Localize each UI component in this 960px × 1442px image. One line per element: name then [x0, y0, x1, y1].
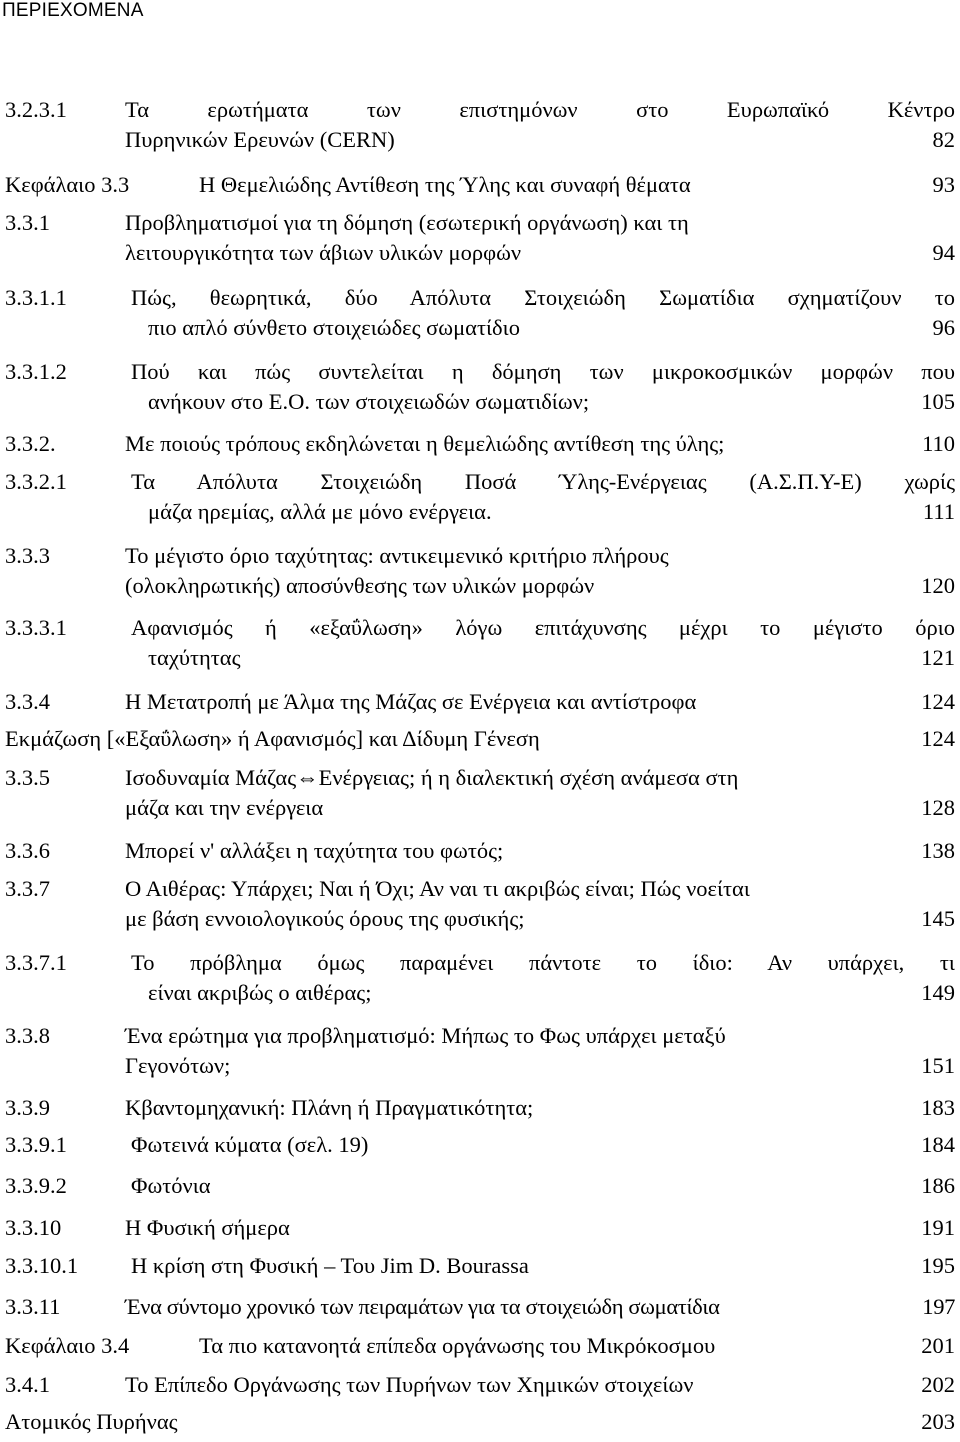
toc-entry-title-line: Πώς, θεωρητικά, δύο Απόλυτα Στοιχειώδη Σωματίδια σχηματίζουν το [131, 285, 955, 310]
toc-entry-title-line: Η Θεμελιώδης Αντίθεση της Ύλης και συναφή θέματα [199, 172, 691, 197]
toc-entry-title-line: Τα Απόλυτα Στοιχειώδη Ποσά Ύλης-Ενέργειας (Α.Σ.Π.Υ-Ε) χωρίς [131, 469, 955, 494]
toc-entry-title-line: Ένα ερώτημα για προβληματισμό: Μήπως το Φως υπάρχει μεταξύ [125, 1023, 726, 1048]
toc-entry-title-line: Ατομικός Πυρήνας [5, 1409, 178, 1434]
toc-entry-title-line: Τα πιο κατανοητά επίπεδα οργάνωσης του Μικρόκοσμου [199, 1333, 716, 1358]
toc-entry-number: 3.3.1.1 [5, 285, 67, 310]
toc-entry-number: 3.3.9.2 [5, 1173, 67, 1198]
toc-entry-title-line: λειτουργικότητα των άβιων υλικών μορφών [125, 240, 522, 265]
toc-entry-title-line: Με ποιούς τρόπους εκδηλώνεται η θεμελιώδης αντίθεση της ύλης; [125, 431, 725, 456]
toc-entry-title-line: με βάση εννοιολογικούς όρους της φυσικής; [125, 906, 525, 931]
toc-entry-number: Κεφάλαιο 3.4 [5, 1333, 130, 1358]
toc-entry-page-number: 124 [921, 726, 955, 751]
page-header: ΠΕΡΙΕΧΟΜΕΝΑ [2, 0, 144, 21]
toc-entry-title [131, 1171, 955, 1201]
toc-entry-title-line: Εκμάζωση [«Εξαΰλωση» ή Αφανισμός] και Δίδυμη Γένεση [5, 726, 540, 751]
toc-entry-title-line: Ένα σύντομο χρονικό των πειραμάτων για τα στοιχειώδη σωματίδια [125, 1294, 720, 1319]
toc-entry-number: 3.3.9.1 [5, 1132, 67, 1157]
toc-entry-title-line: Η κρίση στη Φυσική – Του Jim D. Bourassa [131, 1253, 529, 1278]
toc-entry-number: 3.3.5 [5, 765, 50, 790]
toc-entry-number: 3.3.7 [5, 876, 50, 901]
toc-entry-title [125, 541, 955, 601]
toc-entry-page-number: 121 [921, 645, 955, 670]
toc-entry-page-number: 145 [921, 906, 955, 931]
toc-entry-page-number: 202 [921, 1372, 955, 1397]
toc-entry-title-line: Προβληματισμοί για τη δόμηση (εσωτερική οργάνωση) και τη [125, 210, 689, 235]
toc-entry-title-line: Ισοδυναμία Μάζας⇔Ενέργειας; ή η διαλεκτική σχέση ανάμεσα στη [125, 765, 739, 790]
toc-entry-title-line: Κβαντομηχανική: Πλάνη ή Πραγματικότητα; [125, 1095, 534, 1120]
toc-entry-page-number: 111 [922, 499, 955, 524]
toc-entry-title [125, 1093, 955, 1123]
toc-entry-title [125, 687, 955, 717]
toc-entry-title-line: Φωτόνια [131, 1173, 211, 1198]
toc-entry-page-number: 203 [921, 1409, 955, 1434]
toc-entry-page-number: 201 [921, 1333, 955, 1358]
toc-entry-title-line: Γεγονότων; [125, 1053, 231, 1078]
toc-entry-page-number: 149 [921, 980, 955, 1005]
toc-entry-number: 3.3.2. [5, 431, 56, 456]
toc-entry-title-line: ανήκουν στο Ε.Ο. των στοιχειωδών σωματιδίων; [148, 389, 590, 414]
toc-entry-page-number: 96 [932, 315, 955, 340]
toc-entry-title [125, 836, 955, 866]
toc-entry-page-number: 195 [921, 1253, 955, 1278]
toc-entry-number: 3.2.3.1 [5, 97, 67, 122]
toc-entry-title [131, 283, 955, 343]
toc-entry-title [125, 1213, 955, 1243]
toc-entry-title-line: μάζα ηρεμίας, αλλά με μόνο ενέργεια. [148, 499, 492, 524]
toc-entry-title [125, 874, 955, 934]
toc-entry-number: 3.3.1 [5, 210, 50, 235]
toc-entry-number: 3.3.2.1 [5, 469, 67, 494]
toc-entry-title-line: Φωτεινά κύματα (σελ. 19) [131, 1132, 369, 1157]
toc-entry-number: 3.3.8 [5, 1023, 50, 1048]
toc-entry-title [131, 467, 955, 527]
toc-entry-title-line: (ολοκληρωτικής) αποσύνθεσης των υλικών μορφών [125, 573, 595, 598]
toc-entry-title [125, 208, 955, 268]
toc-entry-number: 3.3.11 [5, 1294, 61, 1319]
toc-entry-title-line: Αφανισμός ή «εξαΰλωση» λόγω επιτάχυνσης μέχρι το μέγιστο όριο [131, 615, 955, 640]
toc-entry-title [131, 948, 955, 1008]
toc-entry-title [125, 95, 955, 155]
toc-entry-page-number: 128 [921, 795, 955, 820]
toc-entry-page-number: 186 [921, 1173, 955, 1198]
toc-entry-title [5, 724, 955, 754]
toc-entry-title [131, 357, 955, 417]
toc-entry-title-line: Το πρόβλημα όμως παραμένει πάντοτε το ίδιο: Αν υπάρχει, τι [131, 950, 955, 975]
toc-entry-title-line: Το μέγιστο όριο ταχύτητας: αντικειμενικό κριτήριο πλήρους [125, 543, 669, 568]
toc-entry-number: 3.3.7.1 [5, 950, 67, 975]
toc-entry-page-number: 151 [921, 1053, 955, 1078]
toc-entry-title-line: Πυρηνικών Ερευνών (CERN) [125, 127, 395, 152]
toc-entry-title-line: Ο Αιθέρας: Υπάρχει; Ναι ή Όχι; Αν ναι τι ακριβώς είναι; Πώς νοείται [125, 876, 750, 901]
toc-entry-title [199, 1331, 955, 1361]
toc-entry-title-line: Τα ερωτήματα των επιστημόνων στο Ευρωπαϊκό Κέντρο [125, 97, 955, 122]
toc-entry-number: 3.3.6 [5, 838, 50, 863]
toc-entry-title-line: είναι ακριβώς ο αιθέρας; [148, 980, 372, 1005]
toc-entry-page-number: 197 [922, 1294, 955, 1319]
toc-entry-page-number: 110 [922, 431, 955, 456]
toc-entry-title-line: Η Μετατροπή με Άλμα της Μάζας σε Ενέργεια και αντίστροφα [125, 689, 697, 714]
toc-entry-title [5, 1407, 955, 1437]
toc-entry-number: Κεφάλαιο 3.3 [5, 172, 130, 197]
toc-entry-page-number: 138 [921, 838, 955, 863]
toc-entry-page-number: 94 [932, 240, 955, 265]
toc-entry-number: 3.3.4 [5, 689, 50, 714]
toc-entry-page-number: 184 [921, 1132, 955, 1157]
toc-entry-number: 3.3.3.1 [5, 615, 67, 640]
toc-entry-title [199, 170, 955, 200]
toc-entry-title [125, 1292, 955, 1322]
toc-entry-number: 3.3.10.1 [5, 1253, 79, 1278]
toc-entry-title-line: Μπορεί ν' αλλάξει η ταχύτητα του φωτός; [125, 838, 504, 863]
toc-entry-title-line: πιο απλό σύνθετο στοιχειώδες σωματίδιο [148, 315, 520, 340]
toc-entry-title [125, 429, 955, 459]
toc-entry-page-number: 120 [921, 573, 955, 598]
toc-entry-title [131, 1130, 955, 1160]
toc-entry-title [125, 1370, 955, 1400]
toc-entry-page-number: 183 [921, 1095, 955, 1120]
toc-entry-title [131, 613, 955, 673]
toc-entry-title-line: Το Επίπεδο Οργάνωσης των Πυρήνων των Χημικών στοιχείων [125, 1372, 694, 1397]
toc-entry-number: 3.3.3 [5, 543, 50, 568]
toc-entry-number: 3.3.9 [5, 1095, 50, 1120]
toc-entry-title [131, 1251, 955, 1281]
toc-entry-title-line: ταχύτητας [148, 645, 241, 670]
toc-entry-title [125, 763, 955, 823]
toc-entry-page-number: 191 [921, 1215, 955, 1240]
toc-entry-title-line: μάζα και την ενέργεια [125, 795, 324, 820]
toc-entry-number: 3.3.10 [5, 1215, 62, 1240]
toc-entry-page-number: 82 [932, 127, 955, 152]
toc-entry-title-line: Πού και πώς συντελείται η δόμηση των μικροκοσμικών μορφών που [131, 359, 955, 384]
toc-entry-page-number: 124 [921, 689, 955, 714]
toc-entry-number: 3.4.1 [5, 1372, 50, 1397]
toc-entry-page-number: 105 [921, 389, 955, 414]
toc-entry-page-number: 93 [932, 172, 955, 197]
toc-entry-title-line: Η Φυσική σήμερα [125, 1215, 290, 1240]
toc-entry-title [125, 1021, 955, 1081]
toc-entry-number: 3.3.1.2 [5, 359, 67, 384]
